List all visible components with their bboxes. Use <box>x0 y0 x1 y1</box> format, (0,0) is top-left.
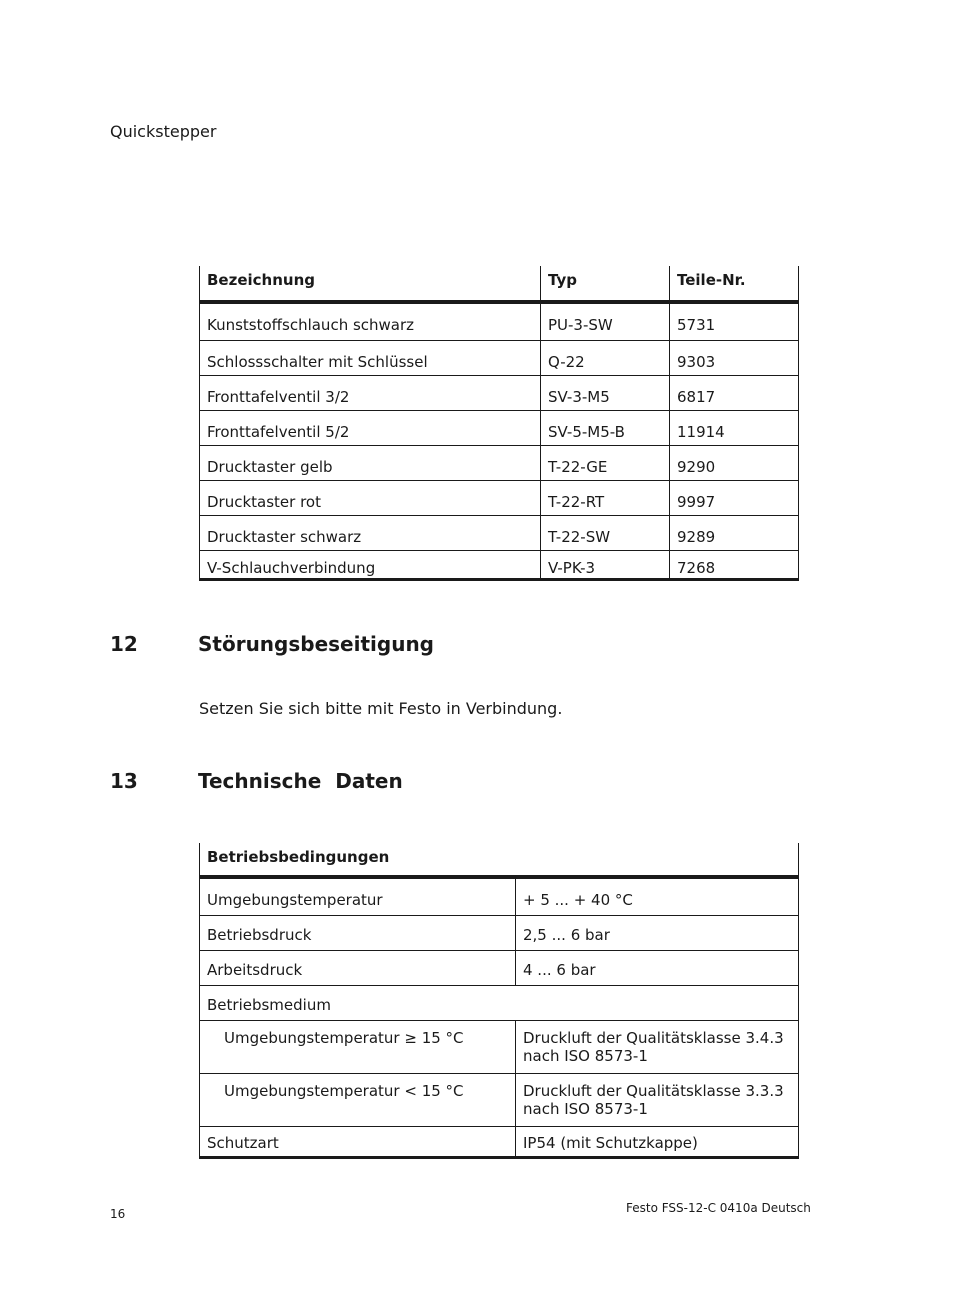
table-row <box>200 916 799 951</box>
cell-label: Umgebungstemperatur < 15 °C <box>200 1074 516 1127</box>
table-row <box>200 1127 799 1158</box>
cell-label: Arbeitsdruck <box>200 951 516 986</box>
cell-teile-nr: 9289 <box>670 516 799 551</box>
table-row <box>200 951 799 986</box>
cell-bezeichnung: Schlossschalter mit Schlüssel <box>200 341 541 376</box>
cell-typ: SV-5-M5-B <box>541 411 670 446</box>
cell-typ: T-22-RT <box>541 481 670 516</box>
cell-label: Umgebungstemperatur <box>200 877 516 916</box>
table-row <box>200 551 799 580</box>
table-row <box>200 1021 799 1074</box>
cell-value <box>516 1021 799 1074</box>
table-row <box>200 986 799 1021</box>
cell-teile-nr: 7268 <box>670 551 799 580</box>
cell-teile-nr: 6817 <box>670 376 799 411</box>
cell-label: Schutzart <box>200 1127 516 1158</box>
tech-data-table <box>199 843 799 1159</box>
table-row <box>200 376 799 411</box>
cell-teile-nr: 11914 <box>670 411 799 446</box>
section-title: Technische Daten <box>198 769 403 793</box>
table-row <box>200 446 799 481</box>
column-header: Bezeichnung <box>200 266 541 302</box>
cell-typ: Q-22 <box>541 341 670 376</box>
cell-bezeichnung: Drucktaster schwarz <box>200 516 541 551</box>
value-line: Druckluft der Qualitätsklasse 3.4.3 <box>523 1029 784 1047</box>
cell-typ: SV-3-M5 <box>541 376 670 411</box>
footer-document-id: Festo FSS-12-C 0410a Deutsch <box>626 1201 811 1215</box>
parts-table <box>199 266 799 581</box>
cell-teile-nr: 5731 <box>670 302 799 341</box>
cell-typ: T-22-GE <box>541 446 670 481</box>
cell-bezeichnung: Fronttafelventil 5/2 <box>200 411 541 446</box>
cell-value <box>516 1074 799 1127</box>
cell-teile-nr: 9997 <box>670 481 799 516</box>
cell-value: 4 ... 6 bar <box>516 951 799 986</box>
cell-teile-nr: 9290 <box>670 446 799 481</box>
cell-typ: T-22-SW <box>541 516 670 551</box>
column-header: Teile-Nr. <box>670 266 799 302</box>
table-row <box>200 302 799 341</box>
table-row <box>200 411 799 446</box>
cell-typ: PU-3-SW <box>541 302 670 341</box>
table-row <box>200 877 799 916</box>
cell-bezeichnung: Kunststoffschlauch schwarz <box>200 302 541 341</box>
table-row <box>200 1074 799 1127</box>
cell-typ: V-PK-3 <box>541 551 670 580</box>
table-row <box>200 481 799 516</box>
body-paragraph: Setzen Sie sich bitte mit Festo in Verbindung. <box>199 699 563 718</box>
table-header-row <box>200 266 799 302</box>
section-heading-13 <box>110 769 403 793</box>
cell-label: Betriebsdruck <box>200 916 516 951</box>
table-row <box>200 516 799 551</box>
section-number: 13 <box>110 769 138 793</box>
section-title: Störungsbeseitigung <box>198 632 434 656</box>
value-line: nach ISO 8573-1 <box>523 1100 648 1118</box>
value-line: nach ISO 8573-1 <box>523 1047 648 1065</box>
table-header-row <box>200 843 799 877</box>
running-head: Quickstepper <box>110 122 217 141</box>
cell-bezeichnung: Drucktaster gelb <box>200 446 541 481</box>
value-line: Druckluft der Qualitätsklasse 3.3.3 <box>523 1082 784 1100</box>
cell-bezeichnung: V-Schlauchverbindung <box>200 551 541 580</box>
cell-teile-nr: 9303 <box>670 341 799 376</box>
column-header: Typ <box>541 266 670 302</box>
cell-value: 2,5 ... 6 bar <box>516 916 799 951</box>
page-number: 16 <box>110 1207 126 1221</box>
cell-label: Umgebungstemperatur ≥ 15 °C <box>200 1021 516 1074</box>
table-row <box>200 341 799 376</box>
section-number: 12 <box>110 632 138 656</box>
cell-value: IP54 (mit Schutzkappe) <box>516 1127 799 1158</box>
cell-value: + 5 ... + 40 °C <box>516 877 799 916</box>
section-heading-12 <box>110 632 434 656</box>
table-header: Betriebsbedingungen <box>200 843 799 877</box>
cell-bezeichnung: Drucktaster rot <box>200 481 541 516</box>
cell-bezeichnung: Fronttafelventil 3/2 <box>200 376 541 411</box>
cell-label: Betriebsmedium <box>200 986 799 1021</box>
